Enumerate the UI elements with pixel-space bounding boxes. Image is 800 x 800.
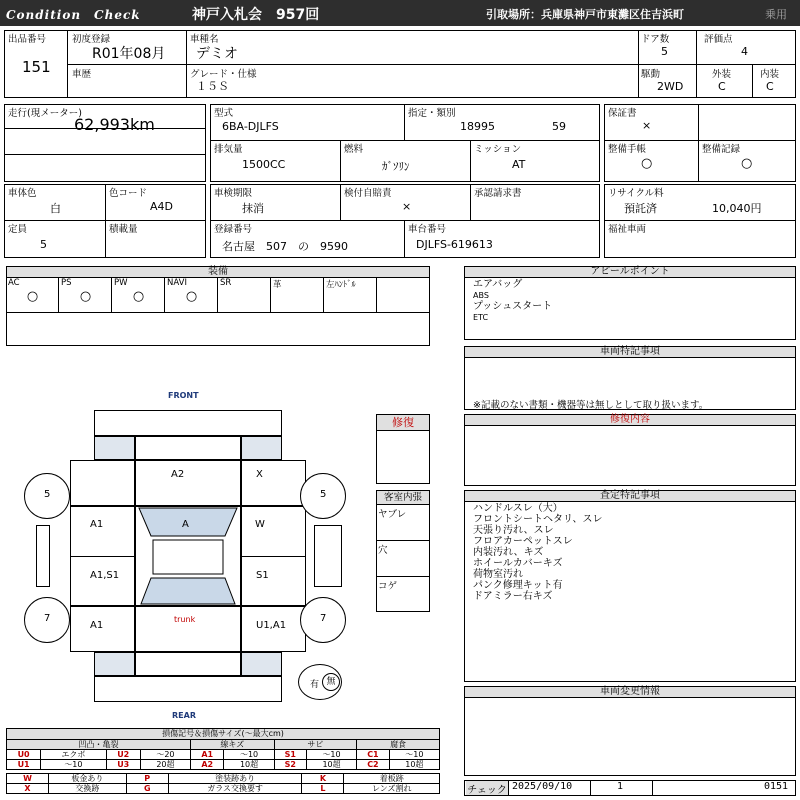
legend-code: C1 <box>357 750 390 760</box>
maintenance-record-label: 整備記録 <box>702 144 741 155</box>
drive-label: 駆動 <box>641 69 661 80</box>
bonnet-upper <box>135 436 241 460</box>
transmission-label: ミッション <box>474 144 522 155</box>
repair-contents-title: 修復内容 <box>465 415 795 426</box>
category-number: 59 <box>552 120 566 133</box>
equipment-label: NAVI <box>167 278 187 288</box>
inspection-note: 内装汚れ、キズ <box>473 547 544 558</box>
legend-code: U0 <box>7 750 41 760</box>
right-rear-quarter-damage: U1,A1 <box>256 620 287 631</box>
spare-tire-no: 無 <box>322 673 340 691</box>
legend-group: 腐食 <box>357 740 440 750</box>
rear-label: REAR <box>172 711 196 720</box>
check-date: 2025/09/10 <box>512 781 573 792</box>
legend-desc: レンズ割れ <box>344 784 440 794</box>
registration-number: 名古屋 507 の 9590 <box>222 240 348 253</box>
displacement-label: 排気量 <box>214 144 243 155</box>
body-color: 白 <box>50 202 61 215</box>
legend-code: C2 <box>357 760 390 770</box>
interior-tear-label: ヤブレ <box>378 509 407 520</box>
legend-desc: エクボ <box>41 750 106 760</box>
legend-code: U3 <box>106 760 140 770</box>
interior-grade: C <box>766 80 774 93</box>
rear-left-pillar <box>94 652 135 676</box>
right-side-step <box>314 525 342 587</box>
left-rear-door-damage: A1,S1 <box>90 570 120 581</box>
lot-number-label: 出品番号 <box>8 34 47 45</box>
check-code: 0151 <box>764 781 789 792</box>
legend-desc: 10超 <box>224 760 274 770</box>
equipment-label: SR <box>220 278 232 288</box>
color-code: A4D <box>150 200 173 213</box>
legend-code: A1 <box>191 750 224 760</box>
rear-bumper <box>94 676 282 702</box>
check-label: チェック <box>466 781 508 795</box>
transmission: AT <box>512 158 526 171</box>
inspection-note: 天張り汚れ、スレ <box>473 525 554 536</box>
legend-desc: 10超 <box>389 760 439 770</box>
inspection-expiry: 抹消 <box>242 202 264 215</box>
inspection-note: ハンドルスレ（大） <box>473 503 563 514</box>
inspection-note: フロントシートヘタリ、スレ <box>473 514 603 525</box>
vehicle-change-panel <box>464 686 796 776</box>
front-label: FRONT <box>168 391 199 400</box>
right-rear-door-damage: S1 <box>256 570 269 581</box>
equipment-cell <box>6 277 59 312</box>
score-label: 評価点 <box>704 34 733 45</box>
insurance: × <box>402 200 412 213</box>
approval-request-label: 承認請求書 <box>474 188 522 199</box>
special-notes-panel <box>464 346 796 410</box>
check-number: 1 <box>617 781 624 792</box>
welfare-vehicle-label: 福祉車両 <box>608 224 647 235</box>
tire-front-right-value: 5 <box>320 489 327 500</box>
left-front-fender <box>70 460 135 506</box>
left-side-mirror <box>36 525 50 587</box>
doors: 5 <box>661 45 668 58</box>
legend-code: G <box>126 784 168 794</box>
appeal-line: ETC <box>473 313 489 322</box>
recycle-fee-label: リサイクル料 <box>608 188 664 199</box>
legend-code: W <box>7 774 49 784</box>
load-capacity-label: 積載量 <box>109 224 138 235</box>
legend-desc: 20超 <box>140 760 190 770</box>
maintenance-manual: ○ <box>641 156 653 171</box>
mileage: 62,993km <box>74 115 155 134</box>
equipment-title: 装備 <box>7 267 429 278</box>
exterior-grade: C <box>718 80 726 93</box>
front-bumper <box>94 410 282 436</box>
interior-burn-label: コゲ <box>378 581 398 592</box>
right-front-fender-damage: X <box>256 469 263 480</box>
rear-right-pillar <box>241 652 282 676</box>
left-rear-quarter-damage: A1 <box>90 620 104 631</box>
mileage-label: 走行(現メーター) <box>8 108 82 119</box>
inspection-expiry-label: 車検期限 <box>214 188 253 199</box>
legend-desc: 〜10 <box>224 750 274 760</box>
capacity-label: 定員 <box>8 224 28 235</box>
repair-contents-panel <box>464 414 796 486</box>
legend-group: 線キズ <box>191 740 275 750</box>
equipment-cell <box>59 277 112 312</box>
legend-code: S1 <box>274 750 306 760</box>
repair-box <box>376 414 430 484</box>
legend-desc: 〜20 <box>140 750 190 760</box>
legend-desc: 10超 <box>306 760 356 770</box>
first-registration: R01年08月 <box>92 46 166 62</box>
inspection-notes-title: 査定特記事項 <box>465 491 795 502</box>
trunk-panel <box>135 606 241 652</box>
damage-legend <box>6 728 440 794</box>
inspection-notes-panel <box>464 490 796 682</box>
front-right-pillar <box>241 436 282 460</box>
appeal-line: プッシュスタート <box>473 301 553 312</box>
special-notes-title: 車両特記事項 <box>465 347 795 358</box>
capacity: 5 <box>40 238 47 251</box>
auction-title: 神戸入札会 957回 <box>192 7 320 23</box>
legend-code: P <box>126 774 168 784</box>
legend-desc: 〜10 <box>41 760 106 770</box>
inspection-note: 荷物室汚れ <box>473 569 523 580</box>
inspection-note: パンク修理キット有 <box>473 580 563 591</box>
tire-front-left-value: 5 <box>44 489 51 500</box>
registration-number-label: 登録番号 <box>214 224 253 235</box>
legend-title: 損傷記号＆損傷サイズ(〜最大cm) <box>6 728 440 739</box>
legend-desc: 〜10 <box>389 750 439 760</box>
car-name-label: 車種名 <box>190 34 219 45</box>
appeal-points-panel <box>464 266 796 340</box>
model-code-label: 型式 <box>214 108 234 119</box>
usage-type: 乗用 <box>765 8 787 21</box>
doors-label: ドア数 <box>641 34 670 45</box>
legend-code: S2 <box>274 760 306 770</box>
legend-desc: 塗装跡あり <box>168 774 302 784</box>
legend-group: サビ <box>274 740 356 750</box>
car-name: デミオ <box>196 46 238 62</box>
warranty-label: 保証書 <box>608 108 637 119</box>
maintenance-manual-label: 整備手帳 <box>608 144 647 155</box>
equipment-cell <box>271 277 324 312</box>
vehicle-history-label: 車歴 <box>72 69 92 80</box>
equipment-label: 左ﾊﾝﾄﾞﾙ <box>326 280 356 290</box>
right-front-door-damage: W <box>255 519 265 530</box>
equipment-mark: ○ <box>185 289 198 304</box>
front-left-pillar <box>94 436 135 460</box>
model-code: 6BA-DJLFS <box>222 120 279 133</box>
legend-code: U1 <box>7 760 41 770</box>
legend-desc: 着板跡 <box>344 774 440 784</box>
interior-title: 客室内張 <box>377 491 429 505</box>
equipment-cell <box>112 277 165 312</box>
bonnet-damage: A2 <box>171 469 185 480</box>
interior-hole-label: 穴 <box>378 545 388 556</box>
tire-rear-left-value: 7 <box>44 613 51 624</box>
legend-code: A2 <box>191 760 224 770</box>
rear-gate <box>135 652 241 676</box>
color-code-label: 色コード <box>109 188 148 199</box>
header-bar <box>0 0 800 26</box>
tire-rear-right-value: 7 <box>320 613 327 624</box>
equipment-label: PS <box>61 278 72 288</box>
fuel-label: 燃料 <box>344 144 364 155</box>
drive: 2WD <box>657 80 684 93</box>
body-color-label: 車体色 <box>8 188 37 199</box>
equipment-label: AC <box>8 278 20 288</box>
recycle-status: 預託済 <box>624 202 657 215</box>
equipment-cell <box>218 277 271 312</box>
warranty: × <box>642 119 652 132</box>
designation-label: 指定・類別 <box>408 108 456 119</box>
spare-tire-yes: 有 <box>310 680 320 690</box>
appeal-line: ABS <box>473 291 489 300</box>
equipment-label: 革 <box>273 280 282 290</box>
legend-code: K <box>302 774 344 784</box>
grade-label: グレード・仕様 <box>190 69 257 80</box>
interior-grade-label: 内装 <box>760 69 780 80</box>
repair-box-title: 修復 <box>377 415 429 431</box>
equipment-mark: ○ <box>132 289 145 304</box>
equipment-mark: ○ <box>79 289 92 304</box>
legend-code: X <box>7 784 49 794</box>
chassis-number-label: 車台番号 <box>408 224 447 235</box>
special-notes-disclaimer: ※記載のない書類・機器等は無しとして取り扱います。 <box>473 400 709 411</box>
grade: １５Ｓ <box>196 80 229 93</box>
recycle-fee: 10,040円 <box>712 202 762 215</box>
first-registration-label: 初度登録 <box>72 34 111 45</box>
windshield-damage: A <box>182 519 189 530</box>
legend-code: U2 <box>106 750 140 760</box>
pickup-location: 引取場所：兵庫県神戸市東灘区住吉浜町 <box>486 8 684 21</box>
legend-desc: ガラス交換要す <box>168 784 302 794</box>
score: 4 <box>741 45 748 58</box>
maintenance-record: ○ <box>741 156 753 171</box>
fuel: ｶﾞｿﾘﾝ <box>382 160 410 173</box>
legend-group: 凹凸・亀裂 <box>7 740 191 750</box>
chassis-number: DJLFS-619613 <box>416 238 493 251</box>
equipment-cell <box>324 277 377 312</box>
vehicle-change-title: 車両変更情報 <box>465 687 795 698</box>
legend-desc: 〜10 <box>306 750 356 760</box>
insurance-label: 検付自賠責 <box>344 188 392 199</box>
displacement: 1500CC <box>242 158 286 171</box>
inspection-note: ホイールカバーキズ <box>473 558 563 569</box>
legend-desc: 交換跡 <box>49 784 127 794</box>
appeal-line: エアバッグ <box>473 279 523 290</box>
legend-desc: 板金あり <box>49 774 127 784</box>
equipment-label: PW <box>114 278 128 288</box>
left-front-door-damage: A1 <box>90 519 104 530</box>
equipment-mark: ○ <box>26 289 39 304</box>
lot-number: 151 <box>22 58 51 76</box>
bonnet-panel <box>135 460 241 506</box>
trunk-label: trunk <box>174 615 196 624</box>
inspection-note: フロアカーペットスレ <box>473 536 573 547</box>
condition-check-title: Condition Check <box>6 8 141 22</box>
right-front-fender <box>241 460 306 506</box>
appeal-points-title: アピールポイント <box>465 267 795 278</box>
equipment-cell <box>165 277 218 312</box>
inspection-note: ドアミラー右キズ <box>473 591 553 602</box>
legend-code: L <box>302 784 344 794</box>
designation-number: 18995 <box>460 120 495 133</box>
exterior-grade-label: 外装 <box>712 69 732 80</box>
